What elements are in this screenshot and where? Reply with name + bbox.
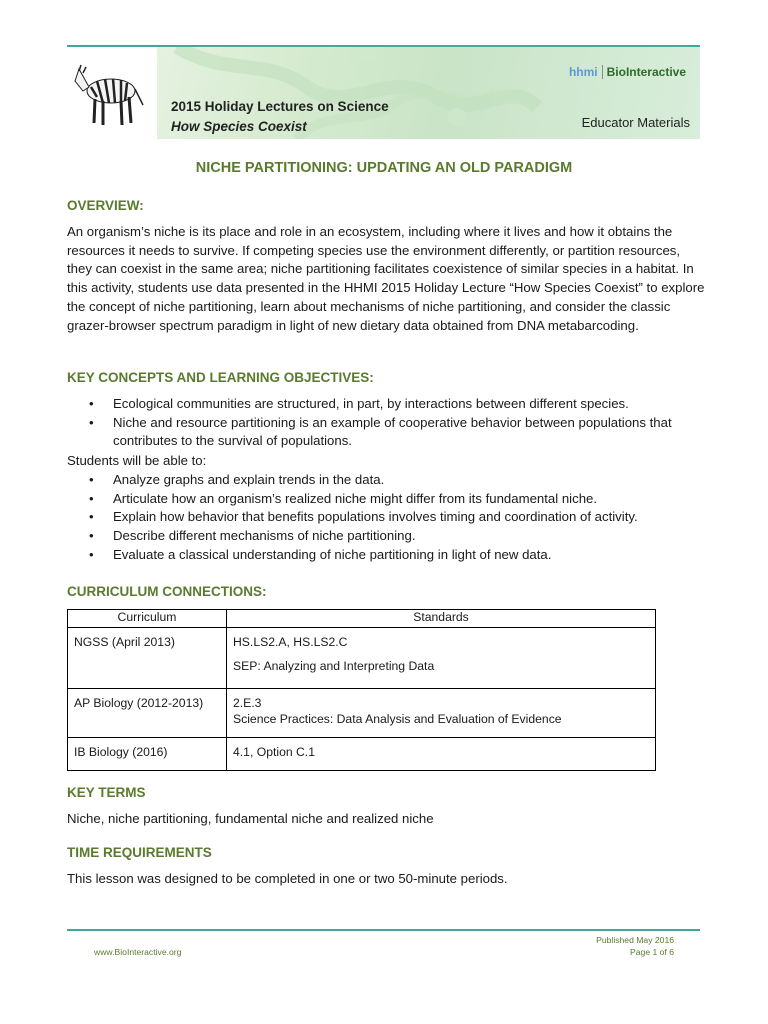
document-title: NICHE PARTITIONING: UPDATING AN OLD PARADIGM [195, 160, 573, 176]
key-terms-heading: KEY TERMS [67, 785, 146, 800]
standard-line: 2.E.3 [233, 696, 262, 710]
standard-line: 4.1, Option C.1 [233, 745, 315, 759]
table-cell-curriculum: AP Biology (2012-2013) [68, 689, 227, 738]
list-item: • Articulate how an organism’s realized niche might differ from its fundamental niche. [67, 490, 707, 509]
list-item: • Describe different mechanisms of niche partitioning. [67, 527, 707, 546]
logo-divider [602, 65, 603, 79]
course-subtitle: How Species Coexist [171, 119, 307, 134]
zebra-icon [67, 47, 157, 139]
table-cell-curriculum: IB Biology (2016) [68, 738, 227, 771]
overview-text: An organism’s niche is its place and role in an ecosystem, including where it lives and how it obtains the resources it needs to survive. If competing species use the environment differently, or partition resources, they can coexist in the same area; niche partitioning facilitates coexistence of similar species in a habitat. In this activity, students use data presented in the HHMI 2015 Holiday Lecture “How Species Coexist” to explore the concept of niche partitioning, learn about mechanisms of niche partitioning, and consider the classic grazer-browser spectrum paradigm in light of new dietary data obtained from DNA metabarcoding. [67, 224, 705, 333]
footer-divider [67, 929, 700, 931]
table-row [68, 628, 656, 689]
key-terms-text: Niche, niche partitioning, fundamental niche and realized niche [67, 811, 434, 826]
table-cell-standards [227, 738, 656, 771]
published-date: Published May 2016 [596, 935, 674, 945]
table-cell-standards [227, 628, 656, 689]
standard-line: Science Practices: Data Analysis and Evaluation of Evidence [233, 712, 562, 726]
logo-biointeractive: BioInteractive [606, 65, 686, 79]
zebra-illustration [67, 47, 157, 139]
column-header-standards: Standards [227, 610, 656, 628]
table-cell-standards [227, 689, 656, 738]
time-requirements-text: This lesson was designed to be completed in one or two 50-minute periods. [67, 871, 508, 886]
footer-website-link[interactable]: www.BioInteractive.org [94, 947, 182, 957]
list-item: • Niche and resource partitioning is an example of cooperative behavior between populations that contributes to the survival of populations. [67, 414, 707, 451]
table-cell-curriculum: NGSS (April 2013) [68, 628, 227, 689]
table-header-row [68, 610, 656, 628]
column-header-curriculum: Curriculum [68, 610, 227, 628]
header-banner [67, 45, 700, 139]
standard-line: HS.LS2.A, HS.LS2.C [233, 635, 348, 649]
objectives-list [67, 471, 707, 565]
list-item: • Analyze graphs and explain trends in the data. [67, 471, 707, 490]
students-intro: Students will be able to: [67, 453, 207, 468]
page-number: Page 1 of 6 [630, 947, 674, 957]
logo-hhmi: hhmi [568, 65, 598, 79]
curriculum-heading: CURRICULUM CONNECTIONS: [67, 584, 267, 599]
overview-heading: OVERVIEW: [67, 198, 144, 213]
list-item: • Explain how behavior that benefits populations involves timing and coordination of activity. [67, 508, 707, 527]
key-concepts-heading: KEY CONCEPTS AND LEARNING OBJECTIVES: [67, 370, 374, 385]
list-item: • Evaluate a classical understanding of niche partitioning in light of new data. [67, 546, 707, 565]
concepts-list [67, 395, 707, 451]
table-row [68, 689, 656, 738]
table-row [68, 738, 656, 771]
time-requirements-heading: TIME REQUIREMENTS [67, 845, 212, 860]
course-title: 2015 Holiday Lectures on Science [171, 99, 389, 114]
list-item: • Ecological communities are structured, in part, by interactions between different species. [67, 395, 707, 414]
curriculum-table [67, 609, 656, 771]
standard-line: SEP: Analyzing and Interpreting Data [233, 659, 435, 673]
footer-publication-info [596, 934, 674, 958]
document-type-label: Educator Materials [581, 115, 690, 130]
spacer [233, 650, 649, 658]
hhmi-biointeractive-logo [569, 65, 686, 79]
